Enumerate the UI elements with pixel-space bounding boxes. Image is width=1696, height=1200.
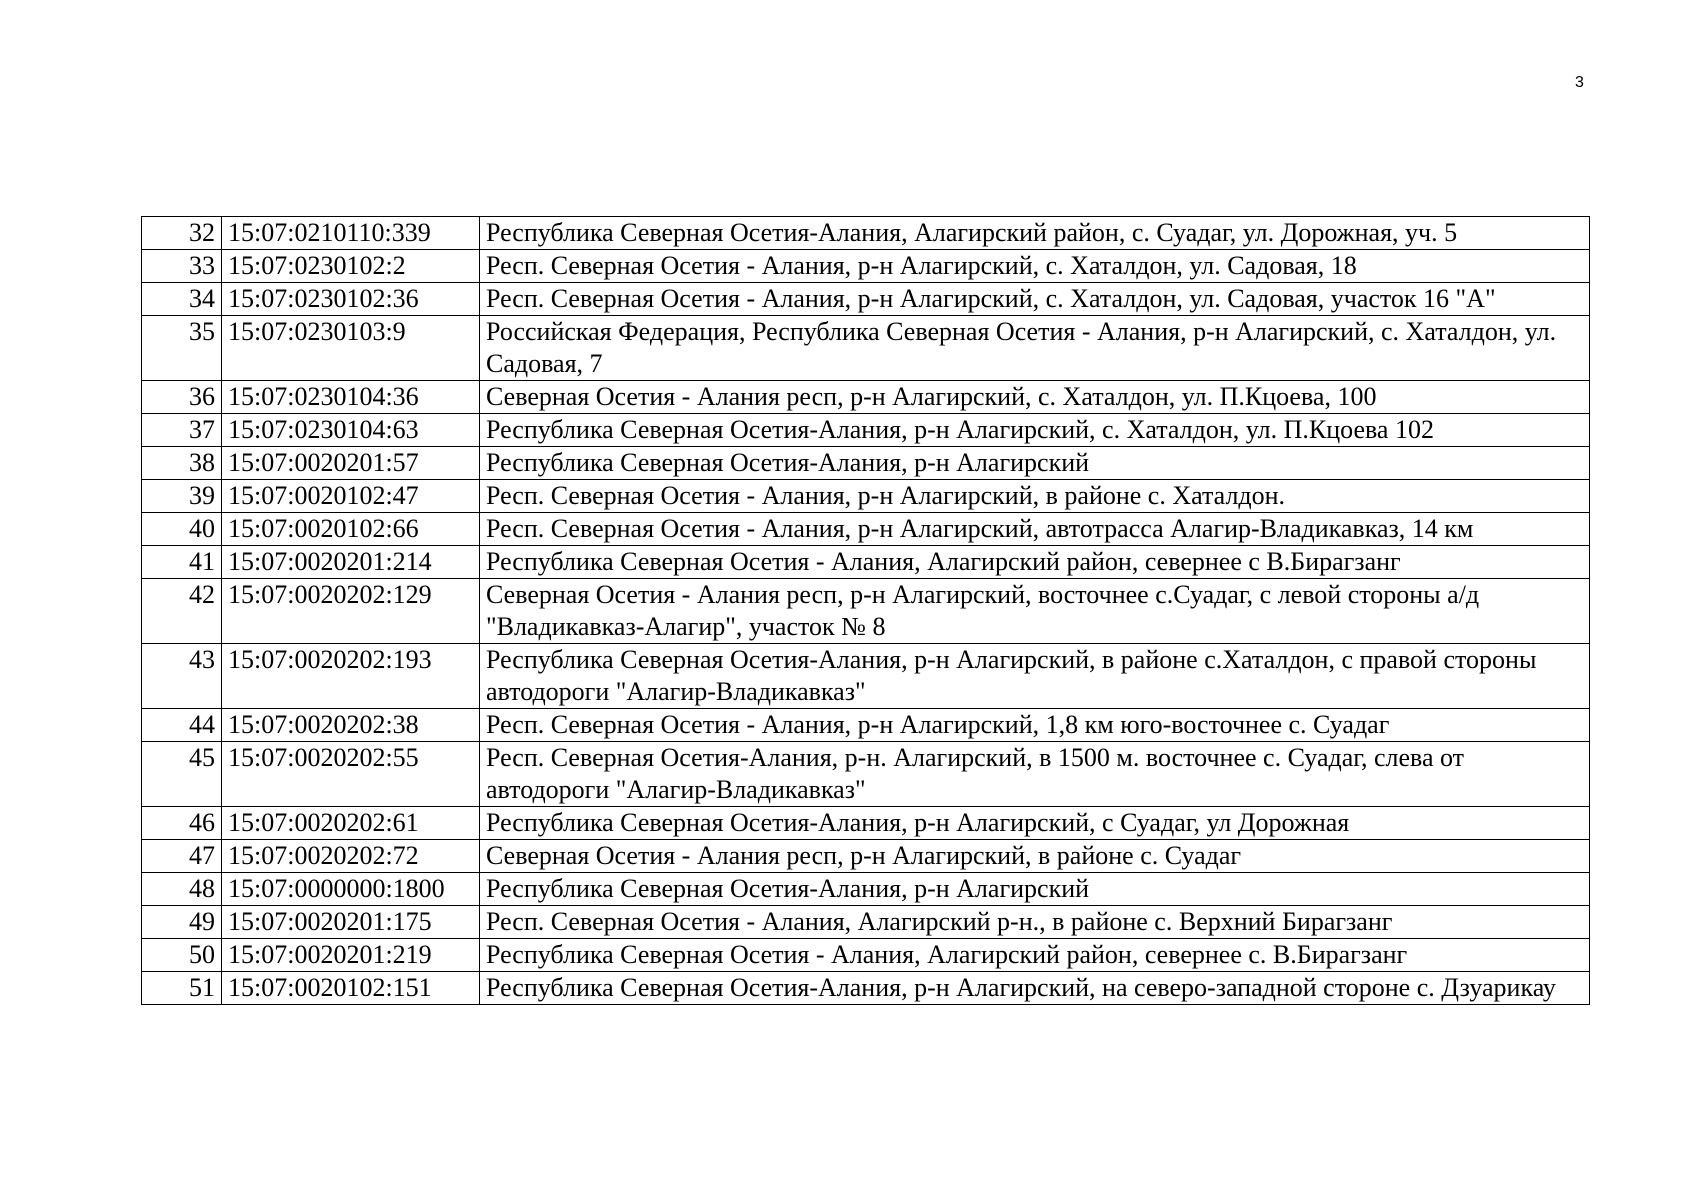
parcels-table [141,216,1590,1005]
table-row [142,283,1590,316]
address-cell: Республика Северная Осетия-Алания, р-н Алагирский, на северо-западной стороне с. Дзуарикау [480,972,1590,1005]
row-number-cell: 33 [142,250,222,283]
address-cell: Республика Северная Осетия-Алания, р-н Алагирский, в районе с.Хаталдон, с правой стороны автодороги "Алагир-Владикавказ" [480,644,1590,709]
address-cell: Респ. Северная Осетия - Алания, р-н Алагирский, с. Хаталдон, ул. Садовая, 18 [480,250,1590,283]
address-cell: Республика Северная Осетия-Алания, р-н Алагирский, с. Хаталдон, ул. П.Кцоева 102 [480,414,1590,447]
table-row [142,807,1590,840]
address-cell: Северная Осетия - Алания респ, р-н Алагирский, с. Хаталдон, ул. П.Кцоева, 100 [480,381,1590,414]
address-cell: Респ. Северная Осетия - Алания, р-н Алагирский, автотрасса Алагир-Владикавказ, 14 км [480,513,1590,546]
address-cell: Северная Осетия - Алания респ, р-н Алагирский, восточнее с.Суадаг, с левой стороны а/д "Владикавказ-Алагир", участок № 8 [480,579,1590,644]
row-number-cell: 50 [142,939,222,972]
address-cell: Российская Федерация, Республика Северная Осетия - Алания, р-н Алагирский, с. Хаталдон, ул. Садовая, 7 [480,316,1590,381]
address-cell: Северная Осетия - Алания респ, р-н Алагирский, в районе с. Суадаг [480,840,1590,873]
row-number-cell: 35 [142,316,222,381]
row-number-cell: 41 [142,546,222,579]
row-number-cell: 32 [142,217,222,250]
cadastral-number-cell: 15:07:0020102:151 [222,972,480,1005]
row-number-cell: 42 [142,579,222,644]
row-number-cell: 37 [142,414,222,447]
row-number-cell: 48 [142,873,222,906]
row-number-cell: 43 [142,644,222,709]
table-row [142,217,1590,250]
cadastral-number-cell: 15:07:0020202:72 [222,840,480,873]
table-row [142,513,1590,546]
table-row [142,644,1590,709]
cadastral-number-cell: 15:07:0000000:1800 [222,873,480,906]
cadastral-number-cell: 15:07:0020202:55 [222,742,480,807]
table-row [142,972,1590,1005]
table-row [142,939,1590,972]
cadastral-number-cell: 15:07:0230102:36 [222,283,480,316]
address-cell: Республика Северная Осетия-Алания, р-н Алагирский [480,873,1590,906]
cadastral-number-cell: 15:07:0020202:61 [222,807,480,840]
address-cell: Республика Северная Осетия-Алания, р-н Алагирский [480,447,1590,480]
cadastral-number-cell: 15:07:0020201:175 [222,906,480,939]
cadastral-number-cell: 15:07:0020201:214 [222,546,480,579]
table-row [142,480,1590,513]
cadastral-number-cell: 15:07:0020201:57 [222,447,480,480]
table-row [142,316,1590,381]
table-row [142,840,1590,873]
table-row [142,381,1590,414]
row-number-cell: 40 [142,513,222,546]
cadastral-number-cell: 15:07:0230104:36 [222,381,480,414]
row-number-cell: 38 [142,447,222,480]
table-row [142,742,1590,807]
row-number-cell: 34 [142,283,222,316]
table-row [142,709,1590,742]
cadastral-number-cell: 15:07:0230104:63 [222,414,480,447]
table-row [142,414,1590,447]
cadastral-number-cell: 15:07:0020201:219 [222,939,480,972]
row-number-cell: 51 [142,972,222,1005]
cadastral-number-cell: 15:07:0020202:129 [222,579,480,644]
parcels-table-body [142,217,1590,1005]
address-cell: Респ. Северная Осетия - Алания, р-н Алагирский, в районе с. Хаталдон. [480,480,1590,513]
row-number-cell: 47 [142,840,222,873]
cadastral-number-cell: 15:07:0210110:339 [222,217,480,250]
cadastral-number-cell: 15:07:0230103:9 [222,316,480,381]
table-row [142,579,1590,644]
address-cell: Республика Северная Осетия-Алания, Алагирский район, с. Суадаг, ул. Дорожная, уч. 5 [480,217,1590,250]
cadastral-number-cell: 15:07:0020102:66 [222,513,480,546]
row-number-cell: 36 [142,381,222,414]
page-number: 3 [1575,74,1584,91]
address-cell: Республика Северная Осетия-Алания, р-н Алагирский, с Суадаг, ул Дорожная [480,807,1590,840]
address-cell: Респ. Северная Осетия-Алания, р-н. Алагирский, в 1500 м. восточнее с. Суадаг, слева от автодороги "Алагир-Владикавказ" [480,742,1590,807]
address-cell: Респ. Северная Осетия - Алания, Алагирский р-н., в районе с. Верхний Бирагзанг [480,906,1590,939]
cadastral-number-cell: 15:07:0020202:193 [222,644,480,709]
row-number-cell: 44 [142,709,222,742]
cadastral-number-cell: 15:07:0020102:47 [222,480,480,513]
table-row [142,873,1590,906]
cadastral-number-cell: 15:07:0020202:38 [222,709,480,742]
row-number-cell: 39 [142,480,222,513]
table-row [142,447,1590,480]
table-row [142,546,1590,579]
table-row [142,250,1590,283]
row-number-cell: 45 [142,742,222,807]
row-number-cell: 46 [142,807,222,840]
address-cell: Республика Северная Осетия - Алания, Алагирский район, севернее с В.Бирагзанг [480,546,1590,579]
address-cell: Республика Северная Осетия - Алания, Алагирский район, севернее с. В.Бирагзанг [480,939,1590,972]
row-number-cell: 49 [142,906,222,939]
address-cell: Респ. Северная Осетия - Алания, р-н Алагирский, с. Хаталдон, ул. Садовая, участок 16 "А" [480,283,1590,316]
cadastral-number-cell: 15:07:0230102:2 [222,250,480,283]
address-cell: Респ. Северная Осетия - Алания, р-н Алагирский, 1,8 км юго-восточнее с. Суадаг [480,709,1590,742]
table-row [142,906,1590,939]
